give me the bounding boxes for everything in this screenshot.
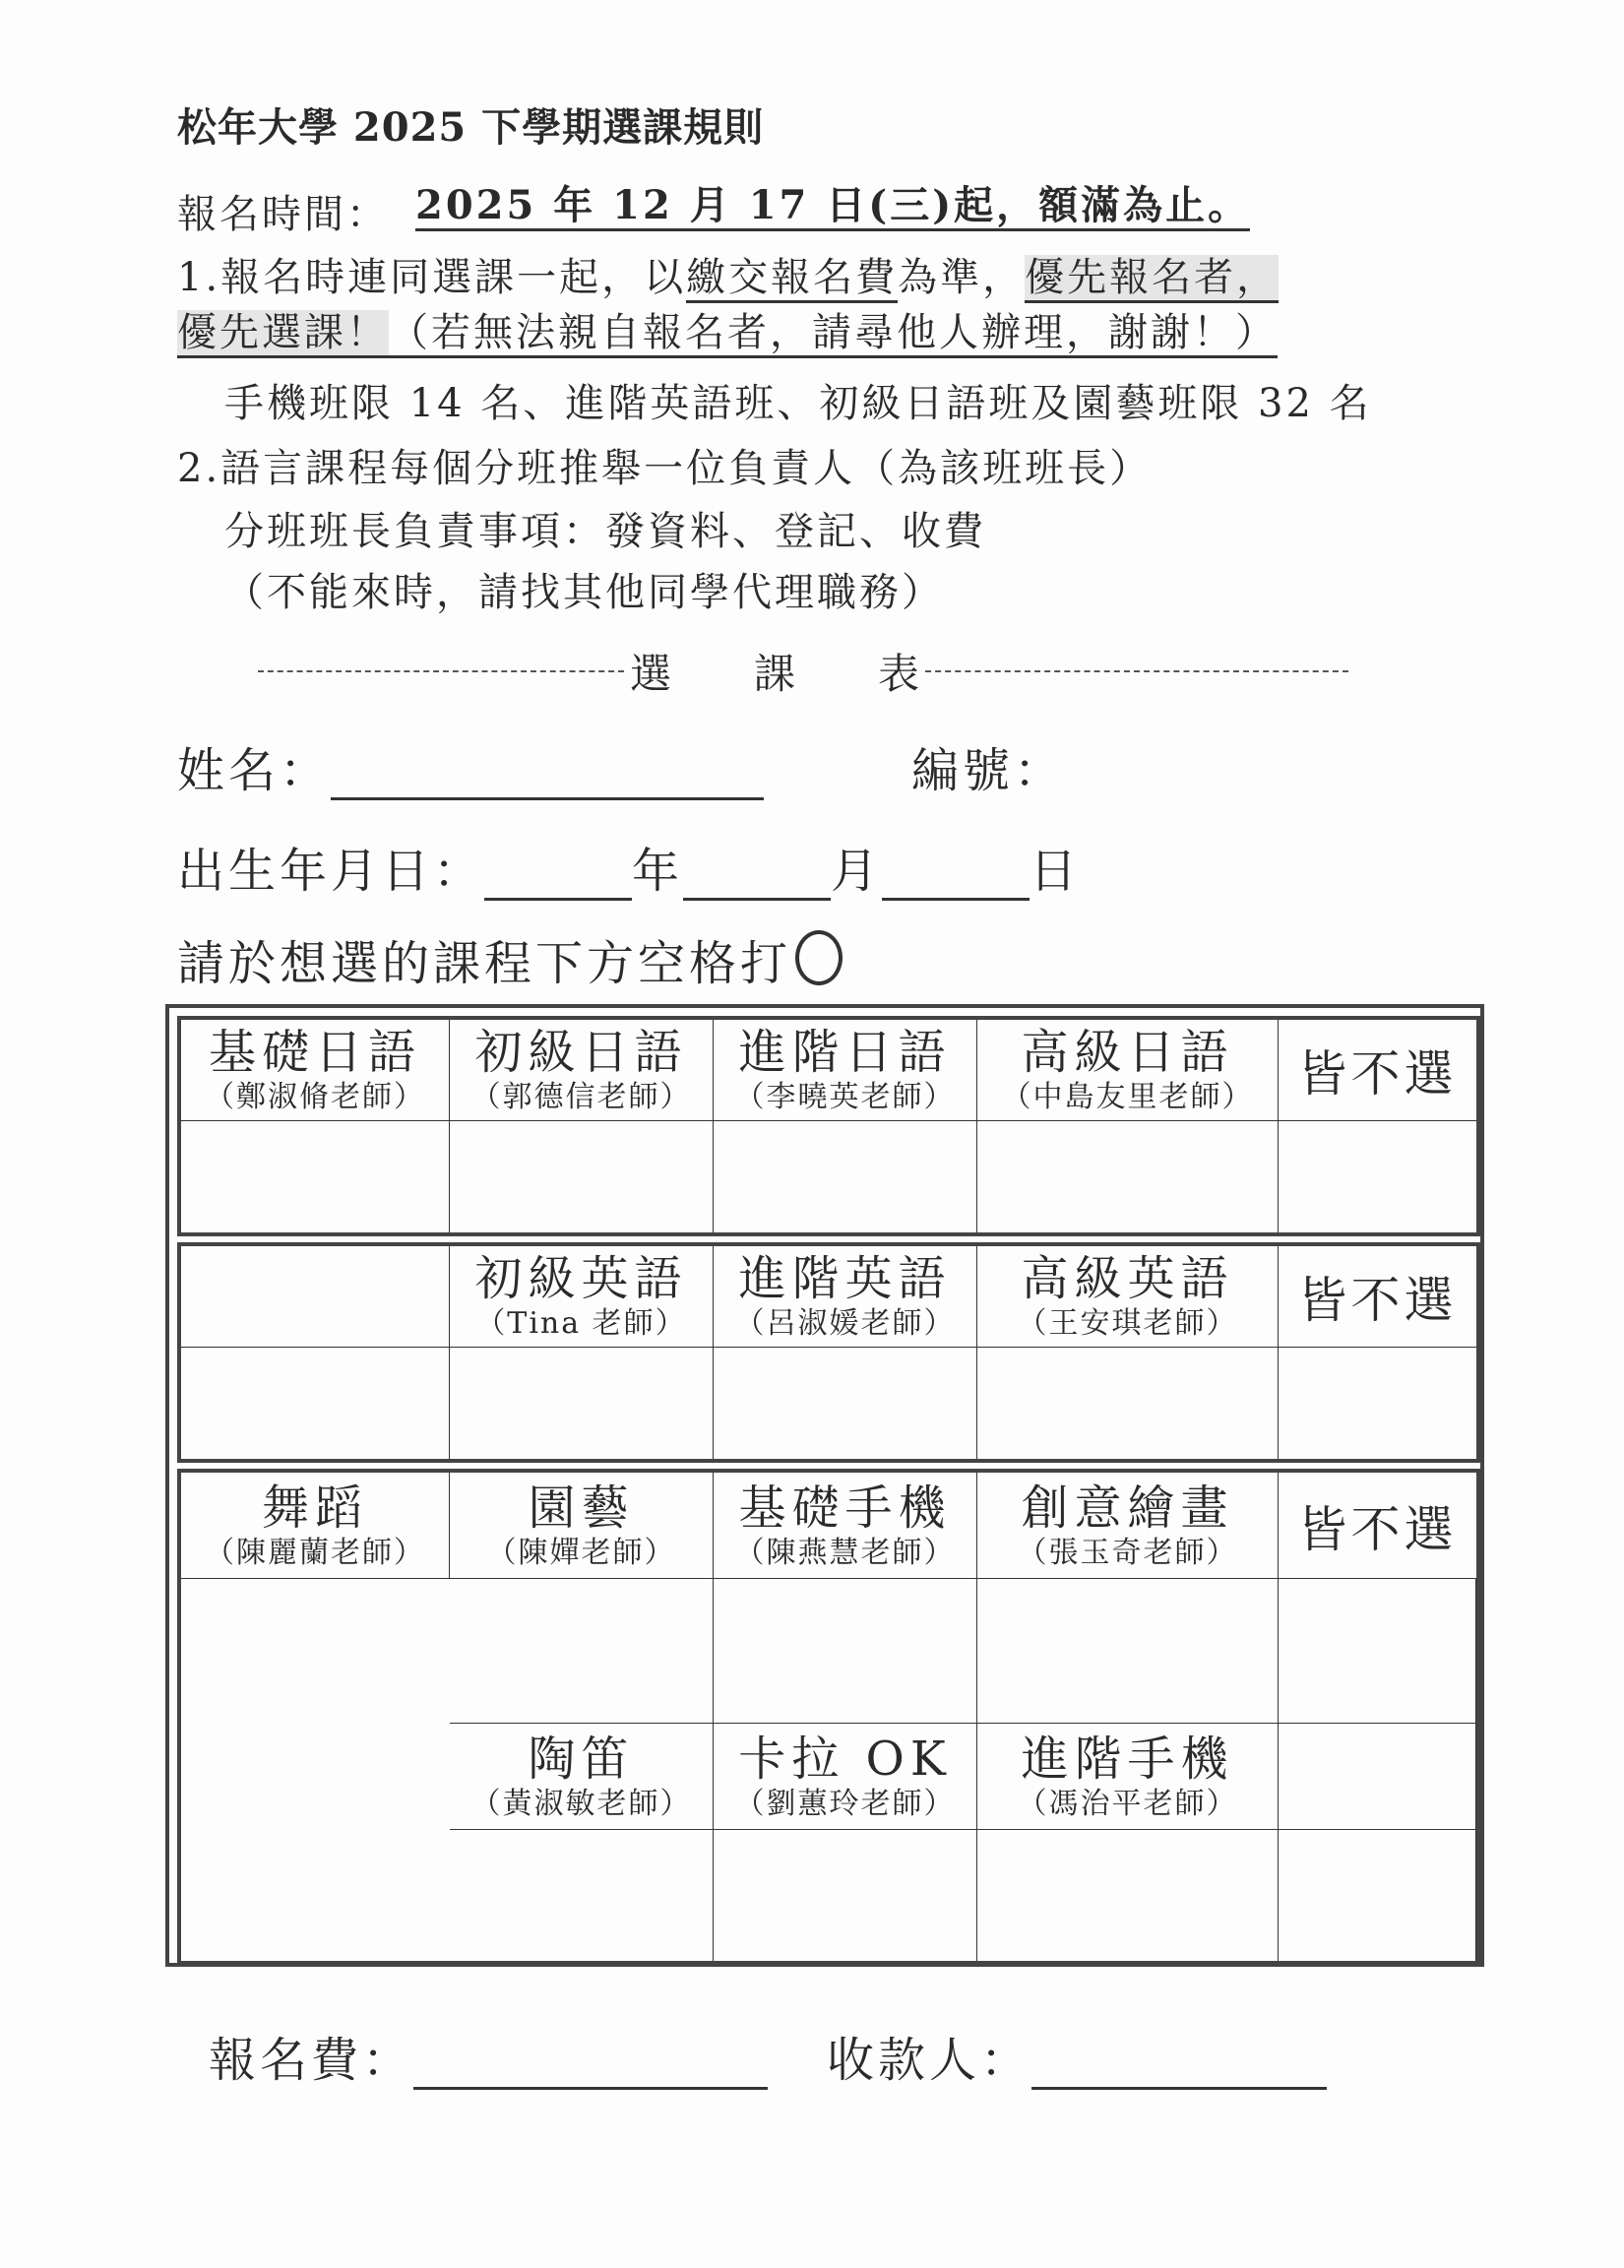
selection-cell-none[interactable]: [181, 1579, 450, 1961]
section-title-char: 課: [754, 650, 796, 698]
birth-month-field[interactable]: [683, 854, 831, 901]
course-name: 進階日語: [738, 1025, 952, 1080]
course-header: [977, 1724, 1279, 1830]
none-option-header: [1279, 1246, 1476, 1348]
selection-cell[interactable]: [977, 1830, 1279, 1961]
course-header: [181, 1020, 450, 1121]
course-header: [450, 1473, 714, 1579]
receiver-label: 收款人：: [827, 2033, 1032, 2088]
rule-1-line-1: [177, 246, 1279, 302]
rule-1-line-2: [177, 301, 1278, 357]
teacher-name: （張玉奇老師）: [1017, 1535, 1238, 1570]
birth-day-field[interactable]: [882, 854, 1030, 901]
rule-2: 2.語言課程每個分班推舉一位負責人（為該班班長）: [177, 446, 1153, 491]
receiver-field[interactable]: [1031, 2044, 1327, 2090]
selection-cell[interactable]: [450, 1348, 714, 1459]
selection-instruction: [177, 925, 843, 993]
teacher-name: （陳嬋老師）: [486, 1535, 676, 1570]
birth-date-row: [177, 833, 1081, 901]
empty-cell: [1279, 1830, 1476, 1961]
course-header: [977, 1473, 1279, 1579]
teacher-name: （陳麗蘭老師）: [205, 1535, 425, 1570]
course-header: [977, 1246, 1279, 1348]
empty-header: [1279, 1724, 1476, 1830]
course-name: 高級英語: [1021, 1251, 1234, 1306]
name-field[interactable]: [331, 754, 764, 800]
teacher-name: （黃淑敏老師）: [470, 1786, 692, 1821]
none-label: 皆不選: [1297, 1272, 1458, 1329]
course-name: 基礎手機: [738, 1480, 952, 1536]
name-row: [177, 732, 1262, 800]
dashed-rule-left: [258, 670, 624, 672]
fee-field[interactable]: [413, 2044, 768, 2090]
teacher-name: （陳燕慧老師）: [734, 1535, 956, 1570]
none-option-header: [1279, 1020, 1476, 1121]
course-header: [714, 1020, 977, 1121]
selection-cell[interactable]: [714, 1579, 977, 1724]
selection-cell[interactable]: [450, 1579, 714, 1724]
course-header: [714, 1724, 977, 1830]
course-name: 舞蹈: [261, 1480, 368, 1536]
course-name: 卡拉 OK: [738, 1731, 952, 1787]
teacher-name: （郭德信老師）: [470, 1080, 692, 1114]
course-name: 高級日語: [1021, 1025, 1234, 1080]
teacher-name: （馮治平老師）: [1017, 1786, 1238, 1821]
course-header: [450, 1020, 714, 1121]
selection-cell[interactable]: [977, 1348, 1279, 1459]
teacher-name: （李曉英老師）: [734, 1080, 956, 1114]
empty-cell: [181, 1348, 450, 1459]
teacher-name: （劉蕙玲老師）: [734, 1786, 956, 1821]
teacher-name: （中島友里老師）: [1001, 1080, 1254, 1114]
other-courses-section: [177, 1469, 1480, 1965]
teacher-name: （呂淑媛老師）: [734, 1306, 956, 1341]
day-label: 日: [1030, 844, 1082, 899]
rule-1-fee-underlined: 繳交報名費: [686, 255, 898, 303]
english-section: [177, 1242, 1480, 1463]
registration-label: 報名時間：: [177, 192, 389, 237]
rule-1-middle: 為準，: [898, 255, 1026, 300]
page-title: 松年大學 2025 下學期選課規則: [177, 104, 765, 151]
rule-2-duties: 分班班長負責事項：發資料、登記、收費: [224, 509, 986, 554]
fee-row: [209, 2022, 1327, 2090]
teacher-name: （Tina 老師）: [475, 1306, 687, 1341]
rule-1-priority-highlight-2: 優先選課！: [177, 310, 389, 358]
rule-1-note: （若無法親自報名者，請尋他人辦理，謝謝！）: [389, 310, 1278, 358]
selection-cell[interactable]: [1279, 1579, 1476, 1724]
course-header: [714, 1473, 977, 1579]
selection-cell-none[interactable]: [1279, 1121, 1476, 1232]
course-name: 創意繪畫: [1021, 1480, 1234, 1536]
dashed-rule-right: [925, 670, 1348, 672]
course-header: [181, 1473, 450, 1579]
birth-date-label: 出生年月日：: [177, 844, 485, 899]
selection-cell[interactable]: [714, 1121, 977, 1232]
teacher-name: （鄭淑脩老師）: [205, 1080, 425, 1114]
none-label: 皆不選: [1297, 1500, 1458, 1558]
course-header: [450, 1246, 714, 1348]
name-label: 姓名：: [177, 743, 332, 798]
rule-1-prefix: 1.報名時連同選課一起，以: [177, 255, 687, 300]
selection-cell[interactable]: [977, 1121, 1279, 1232]
registration-period: 2025 年 12 月 17 日(三)起，額滿為止。: [415, 183, 1250, 231]
selection-cell[interactable]: [714, 1830, 977, 1961]
selection-cell-none[interactable]: [1279, 1348, 1476, 1459]
course-name: 初級英語: [474, 1251, 688, 1306]
none-label: 皆不選: [1297, 1045, 1458, 1102]
selection-cell[interactable]: [450, 1830, 714, 1961]
course-name: 進階手機: [1021, 1731, 1234, 1787]
selection-cell[interactable]: [977, 1579, 1279, 1724]
course-name: 初級日語: [474, 1025, 688, 1080]
id-label: 編號：: [911, 743, 1066, 798]
id-field[interactable]: [1065, 754, 1262, 800]
section-title-char: 表: [878, 650, 920, 698]
selection-cell[interactable]: [450, 1121, 714, 1232]
class-limit-note: 手機班限 14 名、進階英語班、初級日語班及園藝班限 32 名: [224, 381, 1372, 426]
selection-cell[interactable]: [181, 1121, 450, 1232]
course-header: [977, 1020, 1279, 1121]
teacher-name: （王安琪老師）: [1017, 1306, 1238, 1341]
none-option-header: [1279, 1473, 1476, 1579]
course-name: 園藝: [528, 1480, 635, 1536]
course-name: 進階英語: [738, 1251, 952, 1306]
course-header: [714, 1246, 977, 1348]
section-title-course-form: [258, 642, 1348, 701]
rule-1-priority-highlight: 優先報名者，: [1025, 255, 1279, 303]
fee-label: 報名費：: [209, 2033, 414, 2088]
course-header: [450, 1724, 714, 1830]
empty-header: [181, 1246, 450, 1348]
birth-year-field[interactable]: [484, 854, 632, 901]
japanese-section: [177, 1016, 1480, 1236]
selection-cell[interactable]: [714, 1348, 977, 1459]
course-name: 基礎日語: [208, 1025, 421, 1080]
year-label: 年: [632, 844, 684, 899]
rule-2-note: （不能來時，請找其他同學代理職務）: [224, 570, 944, 615]
course-name: 陶笛: [528, 1731, 635, 1787]
instruction-text: 請於想選的課程下方空格打: [177, 936, 792, 991]
month-label: 月: [831, 844, 883, 899]
section-title-char: 選: [630, 650, 672, 698]
circle-mark-icon: [795, 930, 843, 985]
